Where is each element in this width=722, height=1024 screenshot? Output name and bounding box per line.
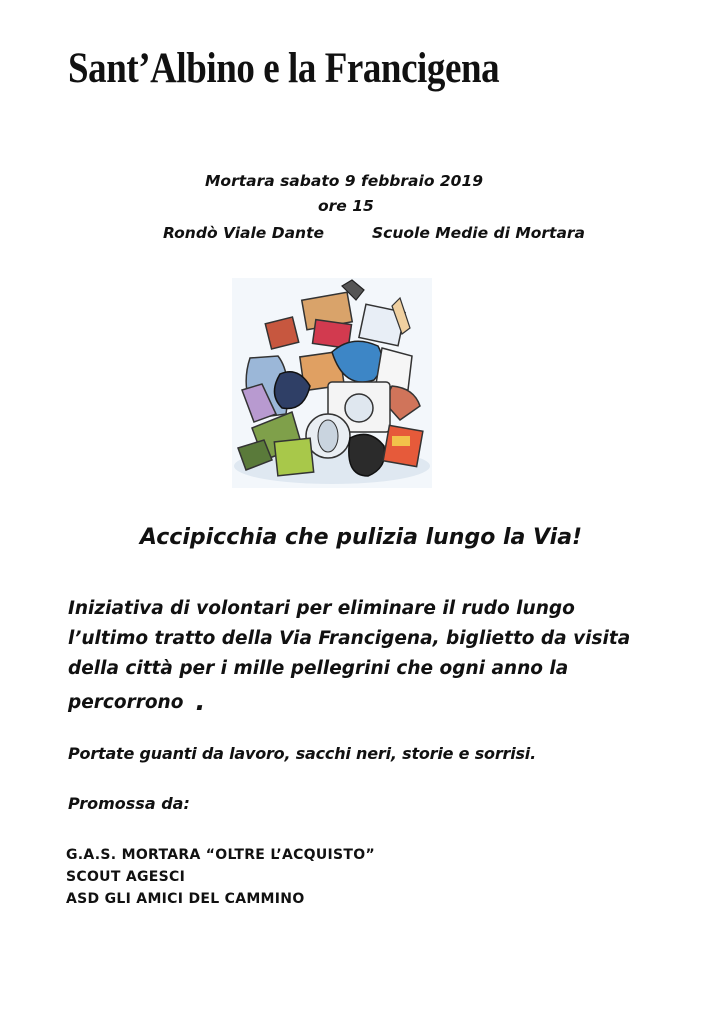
description-line: [68, 687, 668, 718]
event-location-school: Scuole Medie di Mortara: [372, 224, 586, 242]
promoted-by-label: Promossa da:: [68, 794, 190, 813]
description: [68, 594, 668, 718]
promoter-item: SCOUT AGESCI: [66, 869, 186, 885]
promoter-item: G.A.S. MORTARA “OLTRE L’ACQUISTO”: [66, 847, 375, 863]
description-end-mark: .: [195, 687, 206, 717]
event-location-street: Rondò Viale Dante: [163, 224, 324, 242]
description-line-text: percorrono: [68, 692, 184, 713]
event-date: Mortara sabato 9 febbraio 2019: [205, 172, 484, 190]
instructions: Portate guanti da lavoro, sacchi neri, storie e sorrisi.: [68, 744, 536, 763]
rubbish-pile-icon: [232, 278, 432, 488]
description-line: l’ultimo tratto della Via Francigena, biglietto da visita: [68, 628, 631, 649]
tagline: Accipicchia che pulizia lungo la Via!: [139, 525, 583, 550]
promoters-list: [66, 844, 375, 910]
description-line: della città per i mille pellegrini che ogni anno la: [68, 658, 569, 679]
description-line: Iniziativa di volontari per eliminare il rudo lungo: [68, 598, 575, 619]
flyer-title: Sant’Albino e la Francigena: [68, 45, 500, 92]
promoter-item: ASD GLI AMICI DEL CAMMINO: [66, 891, 305, 907]
event-time: ore 15: [318, 197, 374, 215]
